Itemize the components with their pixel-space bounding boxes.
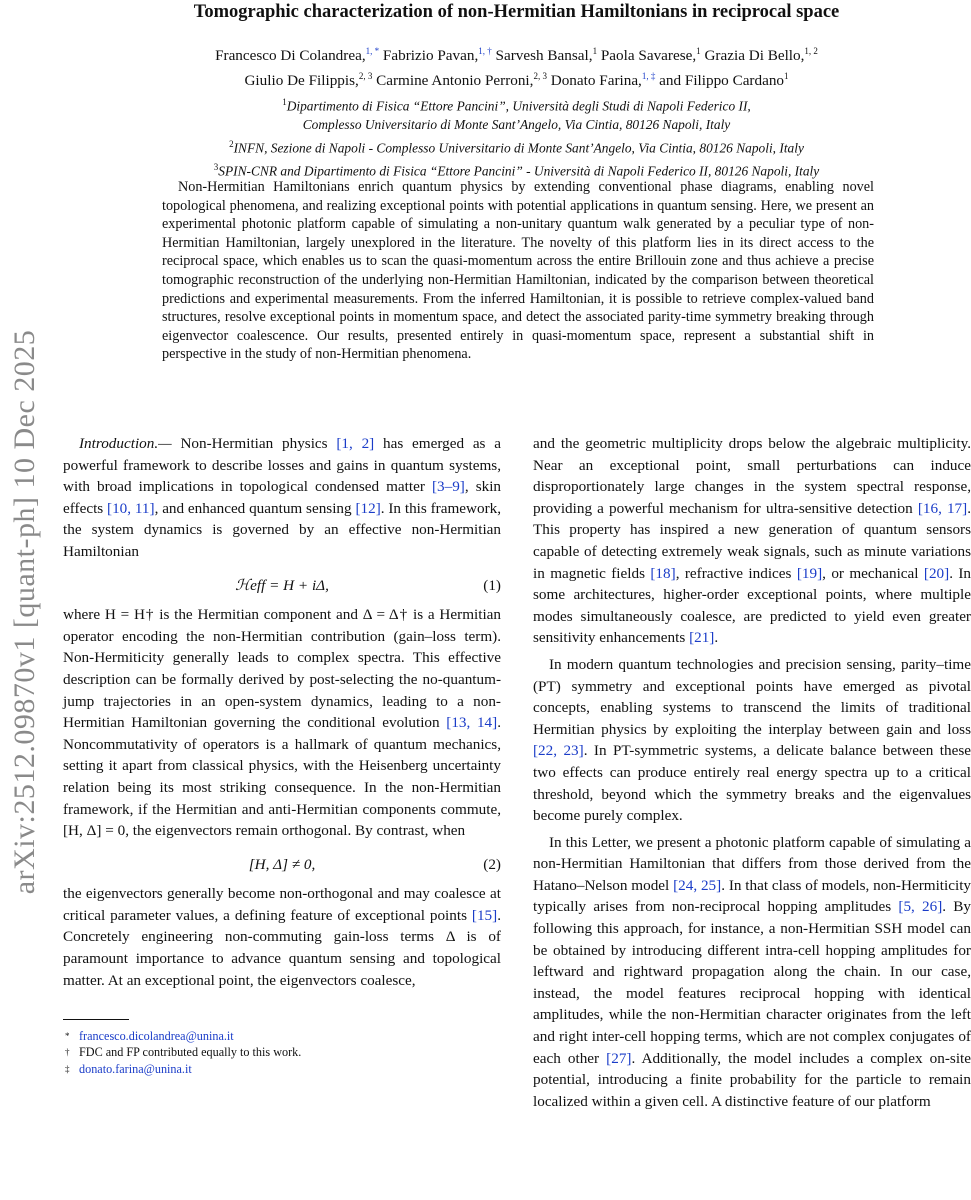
citation-link[interactable]: [24, 25] — [673, 876, 722, 894]
paper-title: Tomographic characterization of non-Hermitian Hamiltonians in reciprocal space — [193, 2, 840, 22]
paragraph-sensing — [533, 433, 971, 649]
paragraph-exceptional-points — [63, 883, 501, 991]
paragraph-introduction — [63, 433, 501, 563]
citation-link[interactable]: [27] — [606, 1049, 632, 1067]
affiliation-number: 2 — [229, 138, 234, 149]
text-run: . Concretely engineering non-commuting gain-loss terms Δ is of paramount importance to advance quantum sensing and topological matter. At an exceptional point, the eigenvectors coalesce, — [63, 906, 501, 989]
text-run: . Additionally, the model includes a complex on-site potential, introducing a finite probability for the particle to remain localized within a given cell. A distinctive feature of our platform — [533, 1049, 971, 1110]
citation-link[interactable]: [3–9] — [431, 478, 465, 496]
author-name: Paola Savarese, — [600, 47, 697, 65]
affiliation-marker[interactable]: 1, * — [365, 46, 380, 56]
text-run: . This property has inspired a new generation of quantum sensors capable of detecting extremely weak signals, such as minute variations in magnetic fields — [533, 499, 971, 582]
text-run: where H = H† is the Hermitian component and Δ = Δ† is a Hermitian operator encoding the non-Hermitian contribution (gain–loss term). Non-Hermiticity generally leads to complex spectra. This effective description can be formally derived by post-selecting the no-quantum-jump trajectories in an open-system dynamics, leading to a non-Hermitian Hamiltonian governing the conditional evolution — [63, 606, 501, 732]
author-name: Grazia Di Bello, — [704, 47, 805, 65]
citation-link[interactable]: [18] — [650, 564, 676, 582]
text-run: . In PT-symmetric systems, a delicate balance between these two effects can produce entirely real energy spectra up to a critical threshold, beyond which the symmetry breaks and the eigenvalues become purely complex. — [533, 742, 971, 825]
affiliation-marker[interactable]: 1 — [592, 46, 598, 56]
citation-link[interactable]: [15] — [471, 906, 498, 924]
affiliation-number: 3 — [213, 161, 219, 172]
citation-link[interactable]: [1, 2] — [336, 435, 375, 452]
equation-number: (1) — [483, 576, 501, 594]
author-name: Fabrizio Pavan, — [382, 47, 479, 65]
affiliation-marker[interactable]: 2, 3 — [533, 71, 547, 82]
affiliation-text: INFN, Sezione di Napoli - Complesso Universitario di Monte Sant’Angelo, Via Cintia, 80126 Napoli, Italy — [233, 140, 804, 156]
affiliation-text: Complesso Universitario di Monte Sant’Angelo, Via Cintia, 80126 Napoli, Italy — [302, 117, 731, 133]
citation-link[interactable]: [12] — [355, 499, 381, 517]
text-run: the eigenvectors generally become non-orthogonal and may coalesce at critical parameter values, a defining feature of exceptional points — [63, 885, 501, 924]
text-run: , or mechanical — [822, 564, 919, 582]
author-name: Carmine Antonio Perroni, — [376, 72, 534, 90]
citation-link[interactable]: [22, 23] — [533, 742, 584, 760]
right-column — [533, 433, 971, 1112]
text-run: . In that class of models, non-Hermiticity typically arises from non-reciprocal hopping amplitudes — [533, 876, 971, 916]
abstract: Non-Hermitian Hamiltonians enrich quantum physics by extending conventional phase diagrams, enabling novel topological phenomena, and realizing exceptional points with potential applications in quantum sensing. Here, we present an experimental photonic platform capable of simulating a non-unitary quantum walk generated by a peculiar type of non-Hermitian Hamiltonian, largely unexplored in the literature. The novelty of this platform lies in its direct access to the reciprocal space, which enables us to scan the quasi-momentum across the entire Brillouin zone and thus achieve a precise tomographic reconstruction of the underlying non-Hermitian Hamiltonian, indicated by the comparison between theoretical predictions and experimental measurements. From the inferred Hamiltonian, it is possible to retrieve complex-valued band structures, resolve exceptional points in momentum space, and detect the associated parity-time symmetry breaking through eigenvector coalescence. Our results, presented entirely in quasi-momentum space, represent a substantial shift in perspective in the study of non-Hermitian phenomena. — [162, 179, 874, 363]
paper-header — [62, 0, 971, 181]
text-run: has emerged as a powerful framework to describe losses and gains in quantum systems, with broad implications in topological condensed matter — [63, 435, 501, 496]
citation-link[interactable]: [5, 26] — [898, 898, 943, 916]
affiliation-text: SPIN-CNR and Dipartimento di Fisica “Ettore Pancini” - Università di Napoli Federico II, 80126 Napoli, Italy — [218, 163, 820, 179]
text-run: . By following this approach, for instance, a non-Hermitian SSH model can be obtained by introducing different intra-cell hopping amplitudes for leftward and rightward propagation along the chain. In our case, instead, the model features reciprocal hopping with identical amplitudes, while the non-Hermitian character originates from the left and right inter-cell hopping terms, which are not complex conjugates of each other — [533, 898, 971, 1067]
affiliation-text: Dipartimento di Fisica “Ettore Pancini”, Università degli Studi di Napoli Federico II, — [286, 98, 751, 114]
affiliation-marker[interactable]: 1, † — [478, 46, 492, 56]
author-name: Francesco Di Colandrea, — [215, 47, 366, 65]
equation-text: ℋeff = H + iΔ, — [235, 576, 329, 594]
paragraph-pt-symmetry — [533, 654, 971, 827]
text-run: In modern quantum technologies and precision sensing, parity–time (PT) symmetry and exceptional points have emerged as pivotal concepts, enabling systems to transcend the limits of traditional Hermitian physics by exploiting the interplay between gain and loss — [533, 655, 971, 738]
equation-text: [H, Δ] ≠ 0, — [248, 855, 316, 873]
author-name: Donato Farina, — [550, 72, 642, 90]
citation-link[interactable]: [13, 14] — [446, 714, 498, 732]
footnote-text: FDC and FP contributed equally to this work. — [79, 1045, 302, 1060]
affiliation-marker[interactable]: 2, 3 — [358, 71, 373, 82]
author-line-1 — [62, 41, 971, 66]
author-name: Giulio De Filippis, — [244, 72, 359, 90]
footnote-mark: * — [65, 1031, 70, 1042]
footnote-divider — [63, 1019, 129, 1020]
equation-2 — [63, 854, 501, 876]
text-run: . Noncommutativity of operators is a hallmark of quantum mechanics, setting it apart from classical physics, with the Heisenberg uncertainty relation being its most striking consequence. In the non-Hermitian framework, if the Hermitian and anti-Hermitian components commute, [H, Δ] = 0, the eigenvectors remain orthogonal. By contrast, when — [63, 714, 502, 840]
equation-number: (2) — [483, 855, 501, 873]
text-run: , and enhanced quantum sensing — [154, 499, 352, 517]
citation-link[interactable]: [16, 17] — [917, 499, 968, 517]
text-run: In this Letter, we present a photonic platform capable of simulating a non-Hermitian Hamiltonian that differs from those derived from the Hatano–Nelson model — [533, 833, 971, 894]
footnote — [63, 1028, 501, 1044]
citation-link[interactable]: [21] — [689, 629, 715, 647]
affiliation-line — [62, 93, 971, 116]
affiliation-marker[interactable]: 1, ‡ — [641, 71, 656, 82]
left-column — [63, 433, 501, 1077]
text-run: . — [714, 629, 719, 647]
footnote-mark: ‡ — [65, 1063, 70, 1074]
text-run: , refractive indices — [675, 564, 792, 582]
author-list — [62, 41, 971, 91]
text-run: , skin effects — [63, 478, 502, 517]
email-link[interactable]: donato.farina@unina.it — [79, 1061, 192, 1076]
citation-link[interactable]: [20] — [923, 564, 950, 582]
text-run: and the geometric multiplicity drops below the algebraic multiplicity. Near an exceptional point, small perturbations can induce disproportionately large changes in the system spectral response, providing a powerful mechanism for ultra-sensitive detection — [533, 435, 971, 517]
section-heading: Introduction.— — [79, 435, 172, 452]
citation-link[interactable]: [10, 11] — [107, 499, 155, 517]
footnote — [63, 1044, 501, 1060]
affiliations — [62, 93, 971, 180]
affiliation-number: 1 — [282, 97, 287, 108]
footnote-mark: † — [65, 1047, 70, 1058]
author-name: Sarvesh Bansal, — [495, 47, 593, 65]
text-run: . In this framework, the system dynamics is governed by an effective non-Hermitian Hamiltonian — [63, 499, 502, 560]
author-name: and Filippo Cardano — [659, 72, 785, 90]
affiliation-marker[interactable]: 1 — [696, 46, 701, 56]
paragraph-this-letter — [533, 832, 971, 1113]
affiliation-line — [62, 116, 971, 135]
arxiv-identifier: arXiv:2512.09870v1 [quant-ph] 10 Dec 2025 — [8, 329, 41, 895]
footnote — [63, 1061, 501, 1077]
text-run: Non-Hermitian physics — [180, 435, 328, 452]
paragraph-commutation — [63, 604, 501, 842]
affiliation-line — [62, 135, 971, 158]
author-line-2 — [62, 66, 971, 91]
citation-link[interactable]: [19] — [796, 564, 823, 582]
footnotes — [63, 1028, 501, 1077]
affiliation-marker[interactable]: 1 — [784, 71, 789, 82]
text-run: . In some architectures, higher-order exceptional points, where multiple modes simultaneously coalesce, are predicted to yield even greater sensitivity enhancements — [533, 564, 971, 647]
equation-1 — [63, 575, 501, 597]
affiliation-marker[interactable]: 1, 2 — [804, 46, 818, 56]
email-link[interactable]: francesco.dicolandrea@unina.it — [79, 1029, 234, 1044]
